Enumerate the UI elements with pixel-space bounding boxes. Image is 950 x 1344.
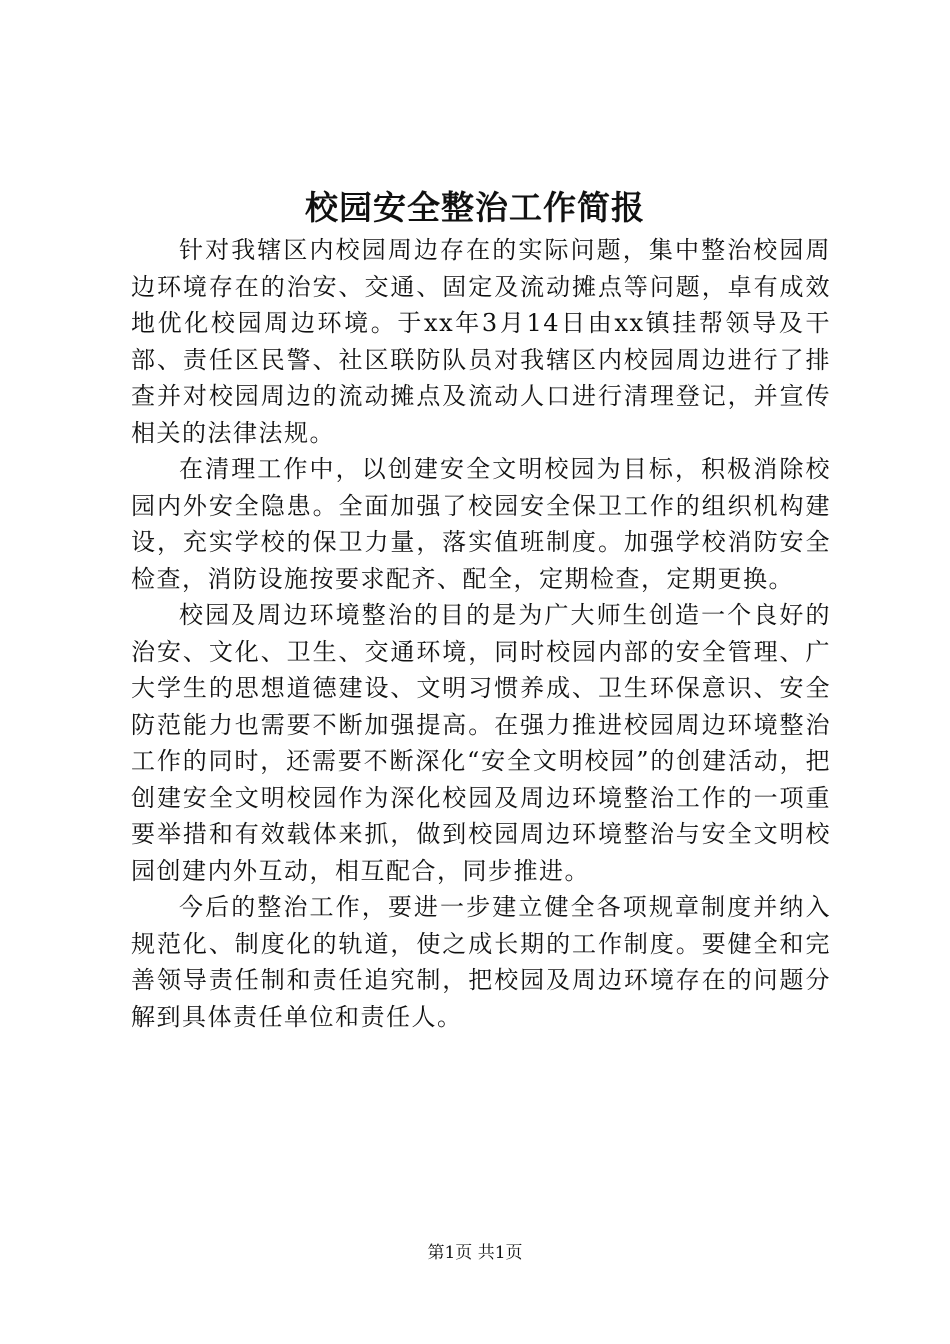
paragraph-4: 今后的整治工作，要进一步建立健全各项规章制度并纳入规范化、制度化的轨道，使之成长期的工作制度。要健全和完善领导责任制和责任追究制，把校园及周边环境存在的问题分解到具体责任单位和责任人。 bbox=[131, 893, 831, 1031]
document-title: 校园安全整治工作简报 bbox=[305, 188, 645, 227]
paragraph-1: 针对我辖区内校园周边存在的实际问题，集中整治校园周边环境存在的治安、交通、固定及流动摊点等问题，卓有成效地优化校园周边环境。于xx年3月14日由xx镇挂帮领导及干部、责任区民警、社区联防队员对我辖区内校园周边进行了排查并对校园周边的流动摊点及流动人口进行清理登记，并宣传相关的法律法规。 bbox=[131, 236, 831, 447]
paragraph-2: 在清理工作中，以创建安全文明校园为目标，积极消除校园内外安全隐患。全面加强了校园安全保卫工作的组织机构建设，充实学校的保卫力量，落实值班制度。加强学校消防安全检查，消防设施按要求配齐、配全，定期检查，定期更换。 bbox=[131, 455, 831, 593]
page-number-footer: 第1页 共1页 bbox=[427, 1243, 523, 1263]
document-body bbox=[131, 232, 831, 1035]
paragraph-3: 校园及周边环境整治的目的是为广大师生创造一个良好的治安、文化、卫生、交通环境，同时校园内部的安全管理、广大学生的思想道德建设、文明习惯养成、卫生环保意识、安全防范能力也需要不断加强提高。在强力推进校园周边环境整治工作的同时，还需要不断深化“安全文明校园”的创建活动，把创建安全文明校园作为深化校园及周边环境整治工作的一项重要举措和有效载体来抓，做到校园周边环境整治与安全文明校园创建内外互动，相互配合，同步推进。 bbox=[131, 601, 831, 885]
